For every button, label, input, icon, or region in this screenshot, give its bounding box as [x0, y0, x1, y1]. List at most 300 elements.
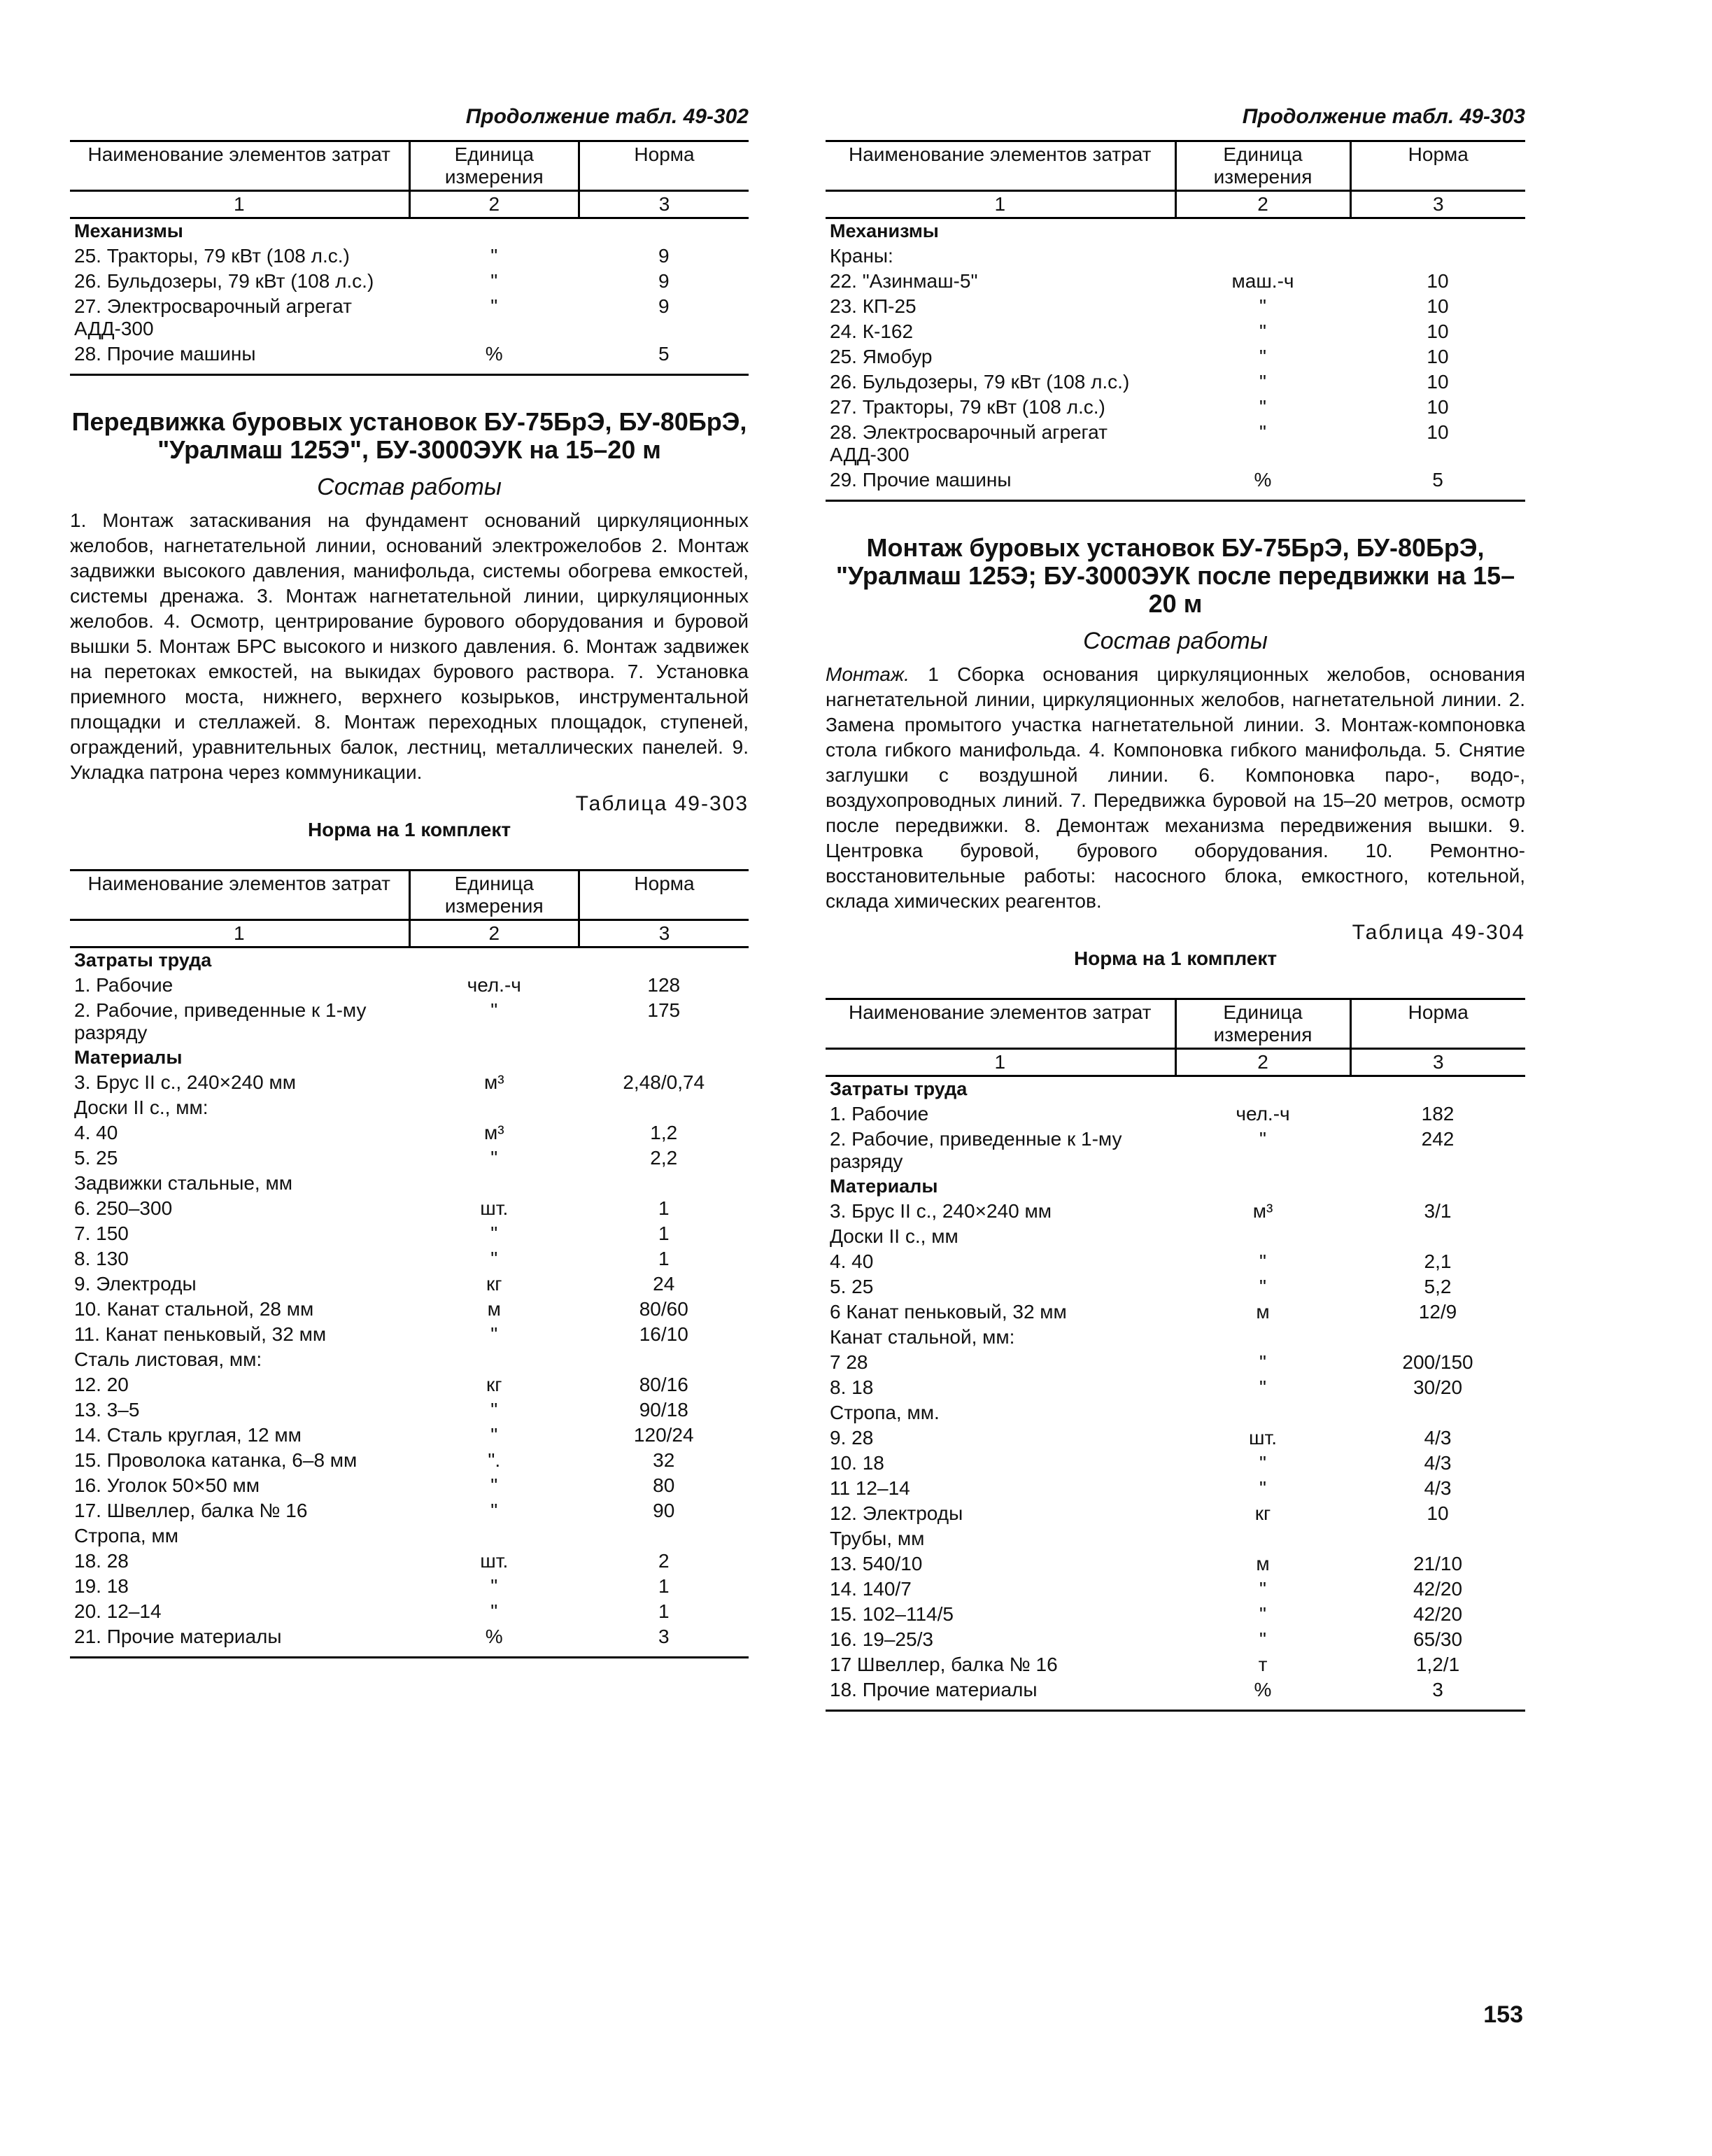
- cell-norm: 1: [658, 1600, 670, 1622]
- cell-norm: 10: [1427, 421, 1449, 443]
- column-number: 3: [579, 920, 749, 947]
- cell-unit: ": [1259, 320, 1266, 342]
- cell-unit: м³: [1252, 1200, 1273, 1222]
- cell-name: 20. 12–14: [74, 1600, 162, 1622]
- cell-name: 21. Прочие материалы: [74, 1626, 282, 1647]
- cell-norm: 2,1: [1424, 1250, 1452, 1272]
- column-number-row: [826, 191, 1525, 218]
- continuation-label: Продолжение табл. 49-303: [1242, 105, 1525, 128]
- cell-unit: ": [490, 245, 498, 267]
- table-row: [70, 1549, 749, 1574]
- table-49-303: [70, 869, 749, 1649]
- cell-name: 11. Канат пеньковый, 32 мм: [74, 1323, 327, 1345]
- cell-norm: 21/10: [1413, 1553, 1463, 1574]
- cell-unit: %: [1254, 469, 1272, 491]
- table-body: [70, 947, 749, 1650]
- column-number-row: [826, 1049, 1525, 1076]
- cell-unit: ": [490, 999, 498, 1021]
- table-row: [826, 1602, 1525, 1627]
- cell-norm: 12/9: [1418, 1301, 1457, 1323]
- section-row: [826, 1076, 1525, 1102]
- table-head: [826, 999, 1525, 1076]
- table-row: [70, 1070, 749, 1095]
- section-row: [70, 1045, 749, 1070]
- cell-unit: ": [490, 295, 498, 317]
- column-number: 2: [1175, 191, 1350, 218]
- cell-norm: [579, 1347, 749, 1372]
- cell-norm: 1: [658, 1223, 670, 1244]
- header-norm: Норма: [579, 141, 749, 191]
- cell-name: 6 Канат пеньковый, 32 мм: [830, 1301, 1067, 1323]
- table-row: [826, 1501, 1525, 1526]
- cell-name: 27. Тракторы, 79 кВт (108 л.с.): [830, 396, 1105, 418]
- cell-unit: м³: [483, 1071, 504, 1093]
- cell-norm: 120/24: [633, 1424, 694, 1446]
- table-body: [70, 218, 749, 367]
- table-row: [70, 1473, 749, 1498]
- cell-name: 4. 40: [830, 1250, 874, 1272]
- section-row: [70, 947, 749, 973]
- table-row: [70, 341, 749, 367]
- table-row: [70, 244, 749, 269]
- cell-unit: ": [490, 1575, 498, 1597]
- cell-norm: [579, 1095, 749, 1120]
- cell-name: 28. Электросварочный агрегат АДД-300: [830, 421, 1108, 465]
- table-row: [826, 1577, 1525, 1602]
- section-row: [70, 218, 749, 244]
- section-title: Передвижка буровых установок БУ-75БрЭ, БУ-80БрЭ, "Уралмаш 125Э", БУ-3000ЭУК на 15–20 м: [71, 407, 747, 464]
- cell-name: 10. Канат стальной, 28 мм: [74, 1298, 314, 1320]
- cell-unit: %: [1254, 1679, 1272, 1700]
- cell-norm: 30/20: [1413, 1376, 1463, 1398]
- header-row: [826, 999, 1525, 1049]
- cell-norm: 10: [1427, 1502, 1449, 1524]
- cell-name: 5. 25: [74, 1147, 118, 1169]
- table-end-rule: [826, 1710, 1525, 1726]
- cell-name: 14. 140/7: [830, 1578, 912, 1600]
- table-label: Таблица 49-304: [1352, 921, 1525, 944]
- table-row: [826, 1400, 1525, 1425]
- cell-unit: [1175, 1325, 1350, 1350]
- table-row: [826, 1199, 1525, 1224]
- table-row: [826, 319, 1525, 344]
- table-row: [826, 1451, 1525, 1476]
- section-title: Материалы: [74, 1047, 183, 1068]
- cell-unit: [1175, 1224, 1350, 1249]
- page-number: 153: [1483, 2001, 1523, 2028]
- table-row: [826, 1627, 1525, 1652]
- cell-norm: 242: [1421, 1128, 1455, 1150]
- cell-norm: 1,2/1: [1415, 1654, 1460, 1675]
- table-row: [826, 467, 1525, 493]
- cell-name: 14. Сталь круглая, 12 мм: [74, 1424, 302, 1446]
- cell-name: Стропа, мм.: [830, 1402, 940, 1423]
- cell-name: 9. 28: [830, 1427, 874, 1449]
- cell-unit: ": [490, 1474, 498, 1496]
- cell-norm: 80/60: [639, 1298, 688, 1320]
- cell-name: 5. 25: [830, 1276, 874, 1297]
- cell-unit: ": [1259, 1578, 1266, 1600]
- table-body: [826, 218, 1525, 493]
- cell-name: 19. 18: [74, 1575, 129, 1597]
- cell-norm: 24: [653, 1273, 675, 1295]
- cell-name: Доски II с., мм:: [74, 1097, 208, 1118]
- table-end-rule: [70, 1656, 749, 1672]
- cell-unit: ": [490, 270, 498, 292]
- table-row: [70, 998, 749, 1045]
- cell-norm: [1350, 1224, 1525, 1249]
- cell-name: 25. Тракторы, 79 кВт (108 л.с.): [74, 245, 350, 267]
- cell-norm: 175: [647, 999, 681, 1021]
- cell-unit: т: [1258, 1654, 1268, 1675]
- column-number: 2: [409, 191, 579, 218]
- work-description: [826, 662, 1525, 914]
- table-row: [70, 973, 749, 998]
- table-row: [70, 1574, 749, 1599]
- header-row: [70, 141, 749, 191]
- table-row: [826, 1325, 1525, 1350]
- cell-name: 7. 150: [74, 1223, 129, 1244]
- cell-name: 29. Прочие машины: [830, 469, 1012, 491]
- cell-norm: 90/18: [639, 1399, 688, 1421]
- cell-norm: 4/3: [1424, 1427, 1452, 1449]
- section-row: [826, 1174, 1525, 1199]
- left-column: [70, 105, 749, 1672]
- cell-unit: маш.-ч: [1231, 270, 1294, 292]
- table-row: [70, 1271, 749, 1297]
- cell-name: 4. 40: [74, 1122, 118, 1143]
- header-row: [826, 141, 1525, 191]
- table-head: [70, 141, 749, 218]
- cell-norm: [1350, 1526, 1525, 1551]
- cell-unit: ": [490, 1147, 498, 1169]
- cell-name: 12. Электроды: [830, 1502, 963, 1524]
- cell-name: Канат стальной, мм:: [830, 1326, 1015, 1348]
- table-row: [826, 294, 1525, 319]
- section-title: Затраты труда: [74, 950, 212, 971]
- cell-norm: 9: [658, 295, 670, 317]
- table-row: [826, 395, 1525, 420]
- cell-unit: чел.-ч: [467, 974, 521, 996]
- cell-unit: ": [1259, 396, 1266, 418]
- table-row: [826, 369, 1525, 395]
- cell-unit: [409, 1171, 579, 1196]
- header-norm: Норма: [579, 871, 749, 920]
- column-number-row: [70, 191, 749, 218]
- table-row: [70, 1196, 749, 1221]
- cell-norm: [579, 1523, 749, 1549]
- column-number: 3: [579, 191, 749, 218]
- table-row: [70, 1423, 749, 1448]
- header-norm: Норма: [1350, 141, 1525, 191]
- header-norm: Норма: [1350, 999, 1525, 1049]
- table-49-304: [826, 998, 1525, 1703]
- table-head: [70, 871, 749, 947]
- cell-name: Стропа, мм: [74, 1525, 178, 1546]
- table-row: [826, 244, 1525, 269]
- cell-norm: 5,2: [1424, 1276, 1452, 1297]
- cell-unit: ": [1259, 1351, 1266, 1373]
- cell-norm: 90: [653, 1500, 675, 1521]
- cell-name: 23. КП-25: [830, 295, 917, 317]
- cell-unit: ": [1259, 421, 1266, 443]
- cell-unit: м: [1256, 1301, 1270, 1323]
- column-number: 2: [1175, 1049, 1350, 1076]
- cell-name: 16. Уголок 50×50 мм: [74, 1474, 260, 1496]
- cell-name: Задвижки стальные, мм: [74, 1172, 292, 1194]
- table-row: [826, 1526, 1525, 1551]
- cell-norm: 2,2: [650, 1147, 678, 1169]
- section-row: [826, 218, 1525, 244]
- cell-unit: ": [1259, 295, 1266, 317]
- header-unit: Единица измерения: [409, 141, 579, 191]
- cell-name: 26. Бульдозеры, 79 кВт (108 л.с.): [74, 270, 374, 292]
- cell-norm: 128: [647, 974, 681, 996]
- column-number: 1: [826, 1049, 1175, 1076]
- cell-name: Трубы, мм: [830, 1528, 925, 1549]
- column-number: 3: [1350, 191, 1525, 218]
- section-title: Затраты труда: [830, 1078, 968, 1099]
- table-row: [70, 1297, 749, 1322]
- cell-unit: ": [1259, 1628, 1266, 1650]
- column-number: 1: [70, 920, 409, 947]
- norm-label: Норма на 1 комплект: [307, 819, 511, 840]
- cell-name: 16. 19–25/3: [830, 1628, 933, 1650]
- column-number: 2: [409, 920, 579, 947]
- table-row: [826, 1677, 1525, 1703]
- cell-unit: ": [1259, 1128, 1266, 1150]
- cell-norm: 65/30: [1413, 1628, 1463, 1650]
- table-row: [826, 420, 1525, 467]
- cell-norm: [1350, 1400, 1525, 1425]
- cell-norm: 5: [1432, 469, 1443, 491]
- table-row: [70, 1246, 749, 1271]
- cell-unit: ": [1259, 1250, 1266, 1272]
- cell-norm: 182: [1421, 1103, 1455, 1125]
- table-row: [826, 1425, 1525, 1451]
- cell-norm: 2: [658, 1550, 670, 1572]
- cell-unit: ": [490, 1424, 498, 1446]
- cell-norm: 1: [658, 1575, 670, 1597]
- cell-name: 13. 3–5: [74, 1399, 140, 1421]
- cell-norm: 10: [1427, 270, 1449, 292]
- cell-name: 27. Электросварочный агрегат АДД-300: [74, 295, 352, 339]
- cell-norm: 1: [658, 1197, 670, 1219]
- cell-name: 2. Рабочие, приведенные к 1-му разряду: [74, 999, 367, 1043]
- table-row: [70, 1120, 749, 1146]
- cell-name: Сталь листовая, мм:: [74, 1348, 262, 1370]
- cell-norm: [1350, 1325, 1525, 1350]
- cell-norm: 10: [1427, 320, 1449, 342]
- cell-name: 6. 250–300: [74, 1197, 173, 1219]
- table-row: [70, 294, 749, 341]
- cell-unit: [1175, 1400, 1350, 1425]
- right-column: [826, 105, 1525, 1726]
- section-title: Механизмы: [74, 220, 183, 241]
- cell-name: 25. Ямобур: [830, 346, 933, 367]
- cell-name: 7 28: [830, 1351, 868, 1373]
- table-row: [826, 1249, 1525, 1274]
- cell-name: 2. Рабочие, приведенные к 1-му разряду: [830, 1128, 1122, 1172]
- column-number: 1: [70, 191, 409, 218]
- table-row: [826, 344, 1525, 369]
- header-name: Наименование элементов затрат: [70, 871, 409, 920]
- cell-norm: 200/150: [1402, 1351, 1473, 1373]
- cell-name: 28. Прочие машины: [74, 343, 256, 365]
- table-end-rule: [826, 500, 1525, 516]
- cell-unit: ": [1259, 1477, 1266, 1499]
- cell-name: 11 12–14: [830, 1477, 910, 1499]
- table-row: [70, 1448, 749, 1473]
- cell-unit: ": [1259, 371, 1266, 393]
- cell-norm: 10: [1427, 396, 1449, 418]
- cell-norm: 3: [658, 1626, 670, 1647]
- table-end-rule: [70, 374, 749, 390]
- cell-unit: кг: [1254, 1502, 1271, 1524]
- column-number: 3: [1350, 1049, 1525, 1076]
- norm-label: Норма на 1 комплект: [1073, 947, 1278, 969]
- cell-norm: 32: [653, 1449, 675, 1471]
- cell-unit: шт.: [480, 1197, 509, 1219]
- table-row: [70, 1523, 749, 1549]
- cell-norm: 10: [1427, 295, 1449, 317]
- cell-norm: 10: [1427, 346, 1449, 367]
- table-row: [826, 1127, 1525, 1174]
- cell-unit: ": [1259, 346, 1266, 367]
- work-description: 1. Монтаж затаскивания на фундамент оснований циркуляционных желобов, нагнетательной линии, оснований электрожелобов 2. Монтаж задвижки высокого давления, манифольда, системы обогрева емкостей, системы дренажа. 3. Монтаж нагнетательной линии, циркуляционных желобов. 4. Осмотр, центрирование бурового оборудования и буровой вышки 5. Монтаж БРС высокого и низкого давления. 6. Монтаж задвижек на перетоках емкостей, на выкидах бурового раствора. 7. Установка приемного моста, нижнего, верхнего козырьков, инструментальной площадки и стеллажей. 8. Монтаж переходных площадок, ступеней, ограждений, уравнительных балок, лестниц, металлических панелей. 9. Укладка патрона через коммуникации.: [70, 509, 749, 783]
- table-row: [70, 1397, 749, 1423]
- cell-norm: 9: [658, 245, 670, 267]
- cell-name: 13. 540/10: [830, 1553, 923, 1574]
- table-row: [826, 1101, 1525, 1127]
- cell-name: 15. 102–114/5: [830, 1603, 954, 1625]
- cell-norm: 4/3: [1424, 1452, 1452, 1474]
- cell-unit: [1175, 1526, 1350, 1551]
- cell-unit: [1175, 244, 1350, 269]
- table-head: [826, 141, 1525, 218]
- cell-unit: ": [1259, 1376, 1266, 1398]
- section-title: Монтаж буровых установок БУ-75БрЭ, БУ-80БрЭ, "Уралмаш 125Э; БУ-3000ЭУК после передвижки на 15–20 м: [835, 533, 1515, 618]
- cell-name: 15. Проволока катанка, 6–8 мм: [74, 1449, 358, 1471]
- cell-name: 8. 18: [830, 1376, 874, 1398]
- cell-unit: м: [487, 1298, 501, 1320]
- cell-unit: м³: [483, 1122, 504, 1143]
- table-row: [70, 1599, 749, 1624]
- continuation-label: Продолжение табл. 49-302: [465, 105, 749, 128]
- cell-unit: %: [485, 1626, 503, 1647]
- table-row: [70, 1221, 749, 1246]
- cell-norm: 80: [653, 1474, 675, 1496]
- cell-name: 26. Бульдозеры, 79 кВт (108 л.с.): [830, 371, 1130, 393]
- cell-unit: чел.-ч: [1236, 1103, 1290, 1125]
- cell-unit: ": [490, 1600, 498, 1622]
- table-row: [826, 1299, 1525, 1325]
- cell-name: 1. Рабочие: [74, 974, 174, 996]
- table-row: [826, 1224, 1525, 1249]
- cell-norm: 1,2: [650, 1122, 678, 1143]
- table-row: [70, 1498, 749, 1523]
- work-text: 1 Сборка основания циркуляционных желобов, основания нагнетательной линии, циркуляционных желобов, нагнетательной линии. 2. Замена промытого участка нагнетательной линии. 3. Монтаж-компоновка стола гибкого манифольда. 4. Компоновка гибкого манифольда. 5. Снятие заглушки с воздушной линии. 6. Компоновка паро-, водо-, воздухопроводных линий. 7. Передвижка буровой на 15–20 метров, осмотр после передвижки. 8. Демонтаж механизма передвижения вышки. 9. Центровка буровой, бурового оборудования. 10. Ремонтно-восстановительные работы: насосного блока, емкостного, котельной, склада химических реагентов.: [826, 663, 1525, 912]
- cell-unit: кг: [486, 1273, 502, 1295]
- cell-norm: [579, 1171, 749, 1196]
- cell-norm: 80/16: [639, 1374, 688, 1395]
- header-name: Наименование элементов затрат: [826, 999, 1175, 1049]
- cell-name: 10. 18: [830, 1452, 884, 1474]
- cell-norm: 3: [1432, 1679, 1443, 1700]
- cell-unit: ": [1259, 1603, 1266, 1625]
- column-number: 1: [826, 191, 1175, 218]
- cell-name: 9. Электроды: [74, 1273, 197, 1295]
- table-row: [826, 1551, 1525, 1577]
- cell-norm: 3/1: [1424, 1200, 1452, 1222]
- cell-unit: ": [490, 1323, 498, 1345]
- header-name: Наименование элементов затрат: [70, 141, 409, 191]
- work-lead: Монтаж.: [826, 663, 910, 685]
- cell-name: 22. "Азинмаш-5": [830, 270, 978, 292]
- table-row: [70, 1095, 749, 1120]
- cell-name: 12. 20: [74, 1374, 129, 1395]
- header-unit: Единица измерения: [1175, 999, 1350, 1049]
- cell-norm: [1350, 244, 1525, 269]
- cell-name: 24. К-162: [830, 320, 914, 342]
- cell-norm: 1: [658, 1248, 670, 1269]
- table-49-303-continuation: [826, 140, 1525, 493]
- cell-norm: 9: [658, 270, 670, 292]
- cell-name: 3. Брус II с., 240×240 мм: [74, 1071, 296, 1093]
- cell-norm: 16/10: [639, 1323, 688, 1345]
- table-row: [70, 1624, 749, 1649]
- table-label: Таблица 49-303: [575, 792, 749, 815]
- cell-unit: ".: [488, 1449, 501, 1471]
- cell-unit: шт.: [1249, 1427, 1277, 1449]
- header-row: [70, 871, 749, 920]
- cell-unit: шт.: [480, 1550, 509, 1572]
- table-row: [70, 1146, 749, 1171]
- cell-unit: ": [490, 1223, 498, 1244]
- section-title: Материалы: [830, 1176, 938, 1197]
- cell-unit: [409, 1523, 579, 1549]
- table-row: [70, 1372, 749, 1397]
- cell-name: Доски II с., мм: [830, 1225, 958, 1247]
- cell-norm: 2,48/0,74: [623, 1071, 705, 1093]
- cell-name: 17. Швеллер, балка № 16: [74, 1500, 308, 1521]
- cell-norm: 42/20: [1413, 1578, 1463, 1600]
- cell-name: 8. 130: [74, 1248, 129, 1269]
- cell-name: 3. Брус II с., 240×240 мм: [830, 1200, 1052, 1222]
- table-row: [70, 1171, 749, 1196]
- table-row: [826, 1274, 1525, 1299]
- table-body: [826, 1076, 1525, 1703]
- table-row: [826, 1652, 1525, 1677]
- table-row: [70, 269, 749, 294]
- table-row: [826, 269, 1525, 294]
- cell-unit: ": [490, 1248, 498, 1269]
- cell-unit: %: [485, 343, 503, 365]
- cell-unit: кг: [486, 1374, 502, 1395]
- table-row: [70, 1347, 749, 1372]
- cell-unit: [409, 1347, 579, 1372]
- table-row: [826, 1375, 1525, 1400]
- cell-unit: ": [1259, 1452, 1266, 1474]
- header-name: Наименование элементов затрат: [826, 141, 1175, 191]
- cell-name: 17 Швеллер, балка № 16: [830, 1654, 1058, 1675]
- table-row: [826, 1350, 1525, 1375]
- table-49-302-continuation: [70, 140, 749, 367]
- cell-norm: 10: [1427, 371, 1449, 393]
- cell-unit: м: [1256, 1553, 1270, 1574]
- section-title: Механизмы: [830, 220, 939, 241]
- table-row: [826, 1476, 1525, 1501]
